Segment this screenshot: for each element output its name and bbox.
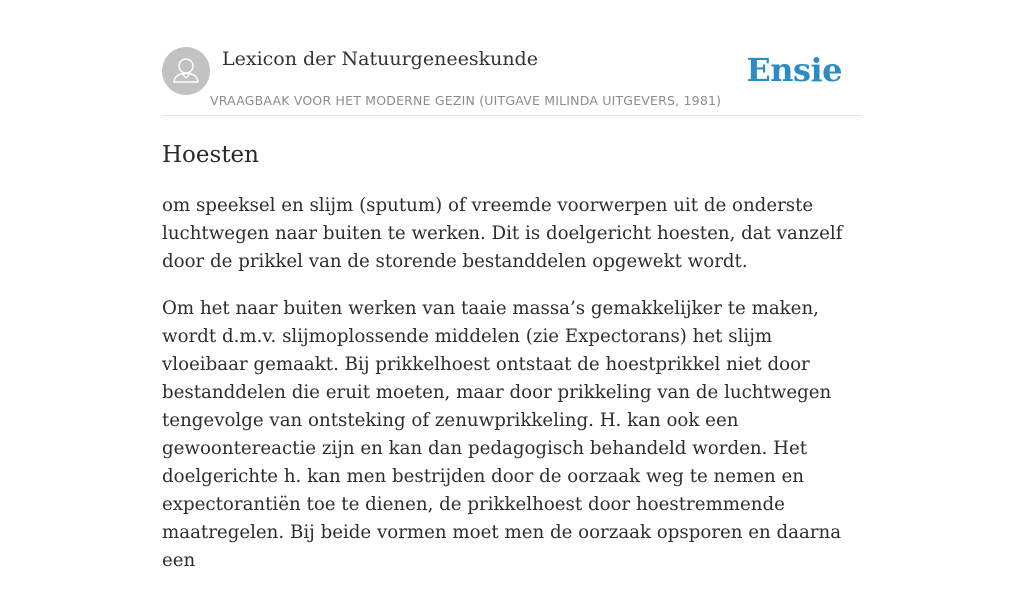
page [162,0,862,571]
entry-paragraph: om speeksel en slijm (sputum) of vreemde voorwerpen uit de onderste luchtwegen naar buiten te werken. Dit is doelgericht hoesten, dat vanzelf door de prikkel van de storende bestanddelen opgewekt wordt. [162,195,843,272]
entry-paragraph: Om het naar buiten werken van taaie massa’s gemakkelijker te maken, wordt d.m.v. slijmoplossende middelen (zie Expectorans) het slijm vloeibaar gemaakt. Bij prikkelhoest ontstaat de hoestprikkel niet door bestanddelen die eruit moeten, maar door prikkeling van de luchtwegen tengevolge van ontsteking of zenuwprikkeling. H. kan ook een gewoontereactie zijn en kan dan pedagogisch behandeld worden. Het doelgerichte h. kan men bestrijden door de oorzaak weg te nemen en expectorantiën toe te dienen, de prikkelhoest door hoestremmende maatregelen. Bij beide vormen moet men de oorzaak opsporen en daarna een [162,298,842,571]
book-subtitle: VRAAGBAAK VOOR HET MODERNE GEZIN (UITGAVE MILINDA UITGEVERS, 1981) [210,93,722,108]
entry-title: Hoesten [162,142,259,168]
ensie-logo[interactable]: Ensie [746,51,842,89]
avatar[interactable] [162,47,210,95]
source-header [162,46,862,116]
book-title-link[interactable]: Lexicon der Natuurgeneeskunde [222,48,538,70]
entry-body [162,192,862,594]
user-icon [162,47,210,95]
